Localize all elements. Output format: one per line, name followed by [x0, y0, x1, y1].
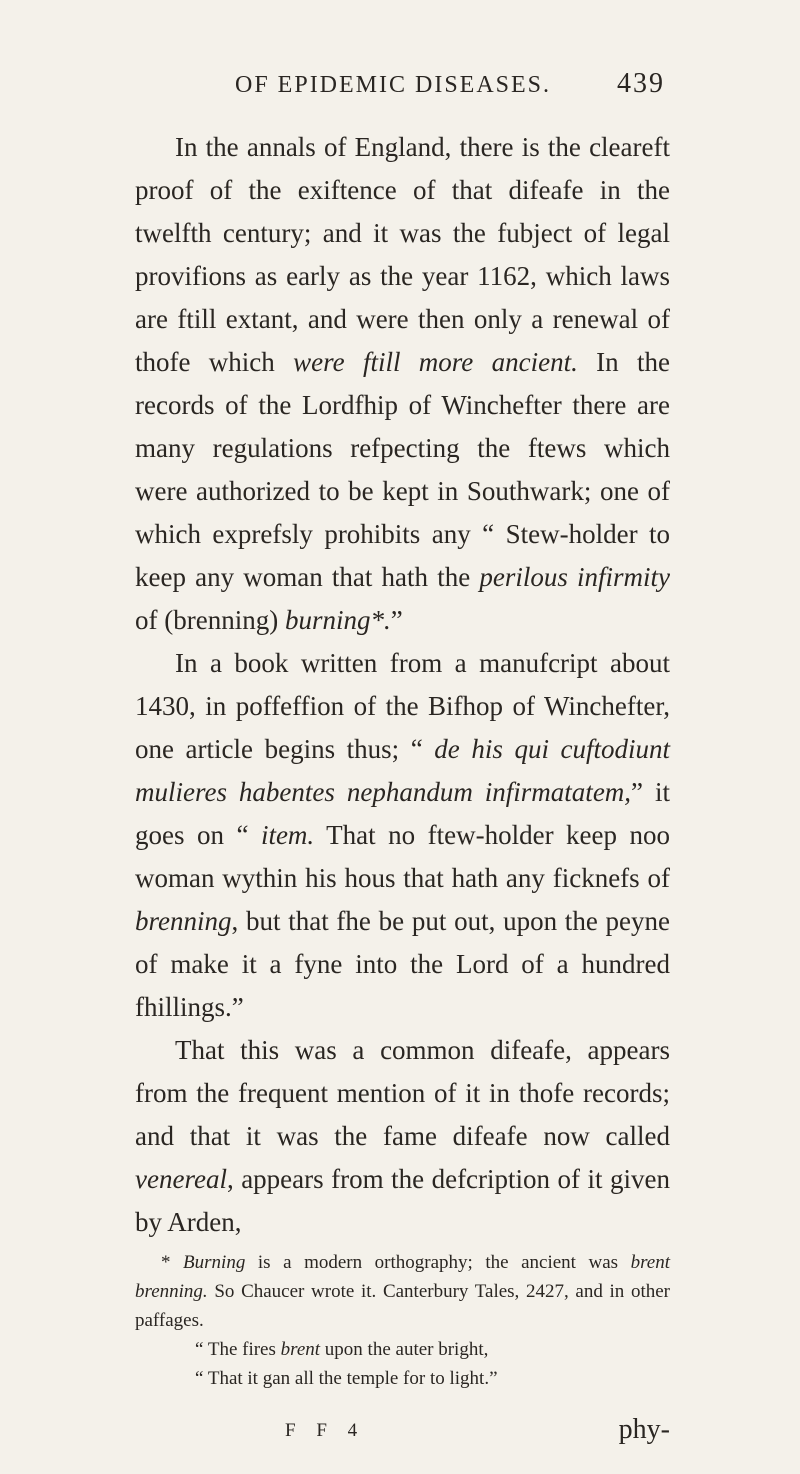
text-run: “ The fires: [195, 1339, 281, 1360]
paragraph: [135, 642, 670, 1029]
text-run: That no ftew-holder keep noo woman wythin his hous that hath any ficknefs of: [135, 820, 671, 893]
running-title: OF EPIDEMIC DISEASES.: [235, 72, 552, 98]
signature-line: [135, 1414, 670, 1458]
text-run: of (brenning): [135, 605, 285, 635]
paragraph: [135, 126, 670, 642]
catchword: phy-: [618, 1414, 670, 1445]
italic-text: Burning: [183, 1252, 246, 1273]
italic-text: brent brenning.: [135, 1252, 670, 1302]
italic-text: venereal: [135, 1164, 227, 1194]
italic-text: de his qui cuftodiunt mulieres habentes nephandum infirmatatem,: [135, 734, 671, 807]
italic-text: brenning: [135, 906, 232, 936]
text-run: “ That it gan all the temple for to light.”: [195, 1368, 498, 1389]
text-run: That this was a common difeafe, appears from the frequent mention of it in thofe records; and that it was the fame difeafe now called: [135, 1035, 670, 1151]
footnotes: [135, 1248, 670, 1393]
italic-text: brent: [280, 1339, 321, 1360]
text-run: ”: [390, 605, 403, 635]
italic-text: perilous infirmity: [479, 562, 670, 592]
text-run: In the annals of England, there is the cleareft proof of the exiftence of that difeafe in the twelfth century; and it was the fubject of legal provifions as early as the year 1162, which laws are ftill extant, and were then only a renewal of thofe which: [135, 132, 670, 377]
body-text: [135, 126, 670, 1244]
text-run: , appears from the defcription of it given by Arden,: [135, 1164, 670, 1237]
text-run: In a book written from a manufcript about 1430, in poffeffion of the Bifhop of Winchefter, one article begins thus; “: [135, 648, 670, 764]
text-run: So Chaucer wrote it. Canterbury Tales, 2427, and in other paffages.: [135, 1281, 670, 1331]
paragraph: [135, 1029, 670, 1244]
italic-text: item.: [260, 820, 315, 850]
verse-line: [135, 1364, 670, 1393]
signature-mark: F F 4: [285, 1420, 366, 1441]
text-run: is a modern orthography; the ancient was: [245, 1252, 631, 1273]
footnote: [135, 1248, 670, 1335]
text-run: , but that fhe be put out, upon the peyne of make it a fyne into the Lord of a hundred fhillings.”: [135, 906, 670, 1022]
text-run: ” it goes on “: [135, 777, 670, 850]
italic-text: were ftill more ancient.: [293, 347, 578, 377]
verse-line: [135, 1335, 670, 1364]
running-header: [135, 68, 665, 108]
page-number: 439: [617, 68, 665, 99]
text-run: upon the auter bright,: [320, 1339, 489, 1360]
text-run: *: [161, 1252, 184, 1273]
text-run: In the records of the Lordfhip of Winchefter there are many regulations refpecting the ftews which were authorized to be kept in Southwark; one of which exprefsly prohibits any “ Stew-holder to keep any woman that hath the: [135, 347, 670, 592]
italic-text: burning*.: [284, 605, 391, 635]
